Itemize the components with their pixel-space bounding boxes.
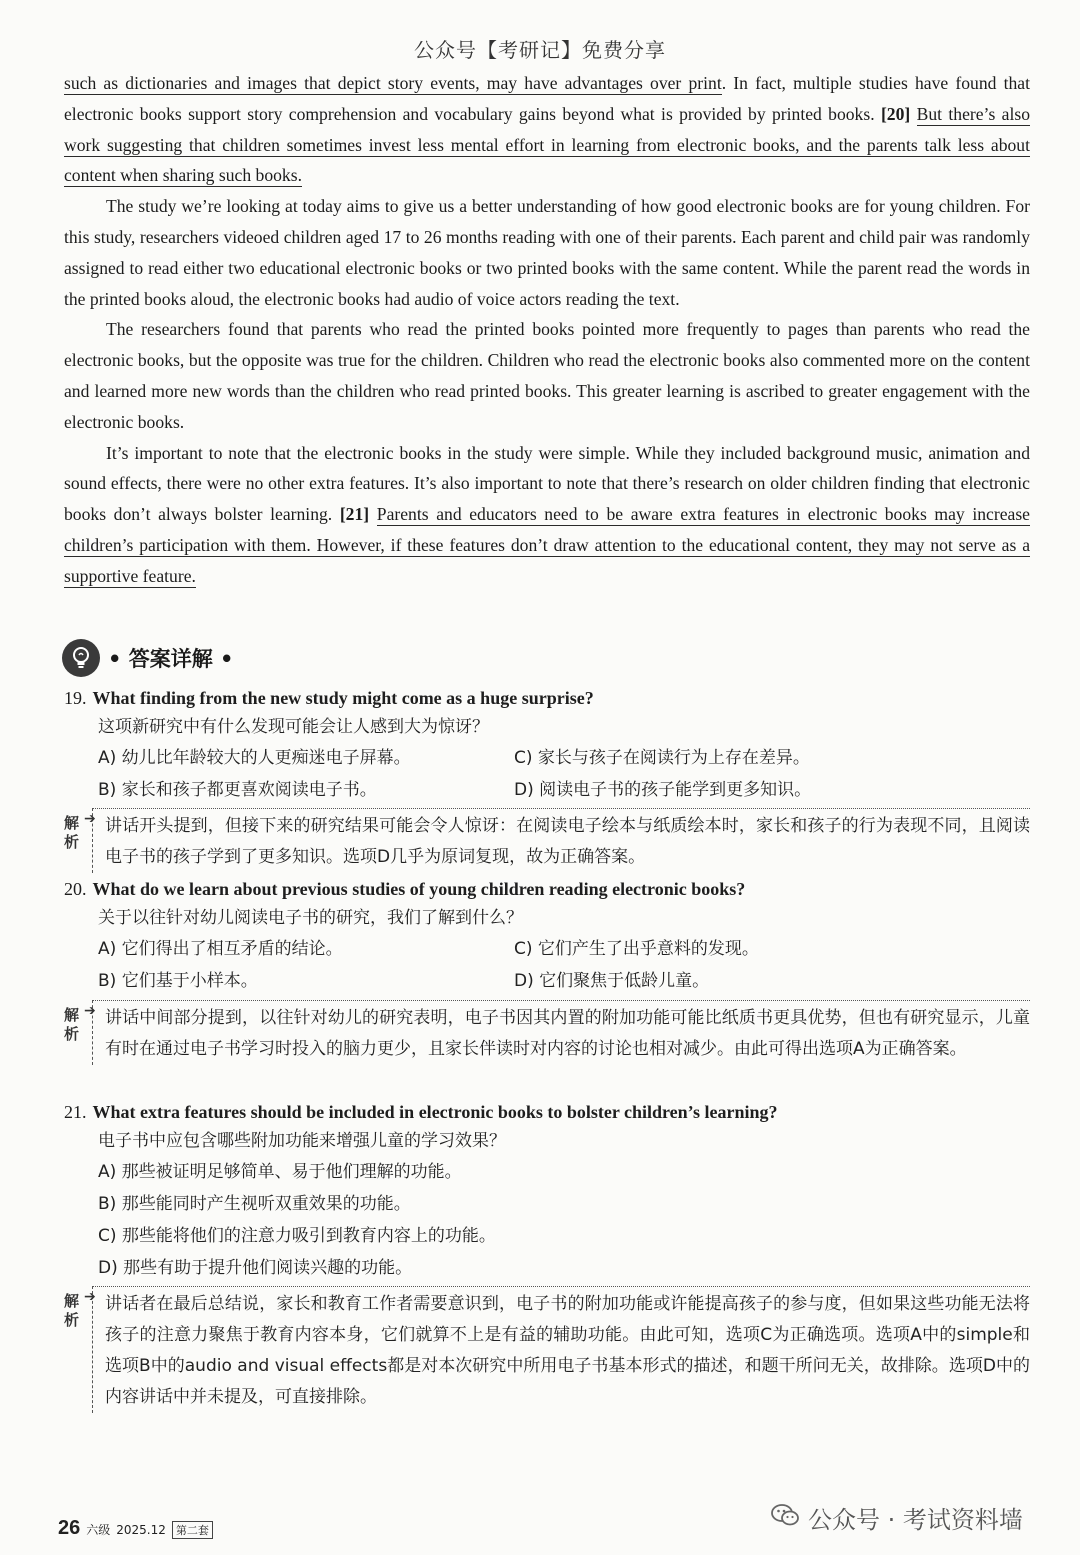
explanation-text: 讲话中间部分提到，以往针对幼儿的研究表明，电子书因其内置的附加功能可能比纸质书更具优势，但也有研究显示，儿童有时在通过电子书学习时投入的脑力更少，且家长伴读时对内容的讨论也相对减少。由此可得出选项A为正确答案。 — [92, 1000, 1030, 1065]
question-translation: 电子书中应包含哪些附加功能来增强儿童的学习效果？ — [98, 1131, 506, 1151]
explanation-text: 讲话者在最后总结说，家长和教育工作者需要意识到，电子书的附加功能或许能提高孩子的参与度，但如果这些功能无法将孩子的注意力聚焦于教育内容本身，它们就算不上是有益的辅助功能。由此可知，选项C为正确选项。选项A中的simple和选项B中的audio and visual effects都是对本次研究中所用电子书基本形式的描述，和题干所问无关，故排除。选项D中的内容讲话中并未提及，可直接排除。 — [92, 1286, 1030, 1413]
exam-date: 2025.12 — [116, 1523, 166, 1537]
option-d: D) 那些有助于提升他们阅读兴趣的功能。 — [98, 1258, 413, 1278]
page-footer — [58, 1517, 213, 1540]
explanation-21 — [64, 1286, 1030, 1413]
lightbulb-icon — [62, 639, 100, 677]
answer-section-header — [62, 638, 233, 678]
arrow-icon: ➔ — [84, 811, 96, 827]
option-c: C) 那些能将他们的注意力吸引到教育内容上的功能。 — [98, 1226, 496, 1246]
underlined-sentence: But there’s also work suggesting that children sometimes invest less mental effort in learning from electronic books, and the parents talk less about content when sharing such books. — [64, 103, 1030, 186]
page-header: 公众号【考研记】免费分享 — [414, 38, 666, 62]
option-b: B) 它们基于小样本。 — [98, 971, 258, 991]
question-19: 19. What finding from the new study might come as a huge surprise? 这项新研究中有什么发现可能会让人感到大为惊讶？ A) 幼儿比年龄较大的人更痴迷电子屏幕。 C) 家长与孩子在阅读行为上存在差异。 B) 家长和孩子都更喜欢阅读电子书。 D) 阅读电子书的孩子能学到更多知识。 — [64, 684, 1034, 806]
explanation-label: 解析 — [64, 1292, 80, 1329]
section-title: • 答案详解 • — [108, 647, 234, 671]
paragraph-4: It’s important to note that the electronic books in the study were simple. While they included background music, animation and sound effects, there were no other extra features. It’s also important to note that there’s research on older children finding that electronic books don’t always bolster learning. [21] Parents and educators need to be aware extra features in electronic books may increase children’s participation with them. However, if these features don’t draw attention to the educational content, they may not serve as a supportive feature. — [64, 442, 1030, 586]
paragraph-3: The researchers found that parents who read the printed books pointed more frequently to pages than parents who read the electronic books, but the opposite was true for the children. Children who read the electronic books also commented more on the content and learned more new words than the children who read printed books. This greater learning is ascribed to greater engagement with the electronic books. — [64, 319, 1030, 432]
option-a: A) 幼儿比年龄较大的人更痴迷电子屏幕。 — [98, 748, 411, 768]
reading-passage — [64, 68, 1030, 592]
paragraph-1: such as dictionaries and images that depict story events, may have advantages over print. In fact, multiple studies have found that electronic books support story comprehension and vocabulary gains beyond what is provided by printed books. [20] But there’s also work suggesting that children sometimes invest less mental effort in learning from electronic books, and the parents talk less about content when sharing such books. — [64, 73, 1031, 186]
question-20: 20. What do we learn about previous studies of young children reading electronic books? 关于以往针对幼儿阅读电子书的研究，我们了解到什么？ A) 它们得出了相互矛盾的结论。 C) 它们产生了出乎意料的发现。 B) 它们基于小样本。 D) 它们聚焦于低龄儿童。 — [64, 875, 1034, 997]
option-c: C) 家长与孩子在阅读行为上存在差异。 — [514, 748, 810, 768]
question-translation: 关于以往针对幼儿阅读电子书的研究，我们了解到什么？ — [98, 908, 523, 928]
arrow-icon: ➔ — [84, 1003, 96, 1019]
option-a: A) 那些被证明足够简单、易于他们理解的功能。 — [98, 1162, 462, 1182]
question-title: What do we learn about previous studies of young children reading electronic books? — [92, 879, 746, 899]
option-b: B) 家长和孩子都更喜欢阅读电子书。 — [98, 780, 377, 800]
exam-set: 第二套 — [172, 1521, 213, 1539]
explanation-text: 讲话开头提到，但接下来的研究结果可能会令人惊讶：在阅读电子绘本与纸质绘本时，家长和孩子的行为表现不同，且阅读电子书的孩子学到了更多知识。选项D几乎为原词复现，故为正确答案。 — [92, 808, 1030, 873]
explanation-label: 解析 — [64, 814, 80, 851]
option-d: D) 它们聚焦于低龄儿童。 — [514, 971, 710, 991]
question-21: 21. What extra features should be included in electronic books to bolster children’s learning? 电子书中应包含哪些附加功能来增强儿童的学习效果？ A) 那些被证明足够简单、易于他们理解的功能。 B) 那些能同时产生视听双重效果的功能。 C) 那些能将他们的注意力吸引到教育内容上的功能。 D) 那些有助于提升他们阅读兴趣的功能。 — [64, 1098, 1034, 1284]
exam-level: 六级 — [86, 1523, 111, 1537]
options — [98, 1156, 1034, 1284]
underlined-sentence: such as dictionaries and images that depict story events, may have advantages over print — [64, 73, 722, 93]
watermark — [770, 1500, 1023, 1535]
question-marker-20: [20] — [880, 103, 911, 124]
option-d: D) 阅读电子书的孩子能学到更多知识。 — [514, 780, 812, 800]
arrow-icon: ➔ — [84, 1289, 96, 1305]
option-a: A) 它们得出了相互矛盾的结论。 — [98, 939, 343, 959]
watermark-text: 公众号 · 考试资料墙 — [808, 1506, 1023, 1534]
explanation-label: 解析 — [64, 1006, 80, 1043]
wechat-icon — [770, 1502, 800, 1534]
options — [98, 933, 1034, 997]
option-c: C) 它们产生了出乎意料的发现。 — [514, 939, 759, 959]
question-marker-21: [21] — [339, 504, 370, 525]
underlined-sentence: Parents and educators need to be aware extra features in electronic books may increase children’s participation with them. However, if these features don’t draw attention to the educational content, they may not serve as a supportive feature. — [64, 504, 1030, 586]
question-title: What finding from the new study might come as a huge surprise? — [92, 688, 594, 708]
options — [98, 742, 1034, 806]
option-b: B) 那些能同时产生视听双重效果的功能。 — [98, 1194, 411, 1214]
page-number: 26 — [58, 1517, 81, 1539]
question-title: What extra features should be included in electronic books to bolster children’s learning? — [92, 1102, 778, 1122]
explanation-19 — [64, 808, 1030, 873]
question-translation: 这项新研究中有什么发现可能会让人感到大为惊讶？ — [98, 717, 489, 737]
paragraph-2: The study we’re looking at today aims to give us a better understanding of how good electronic books are for young children. For this study, researchers videoed children aged 17 to 26 months reading with one of their parents. Each parent and child pair was randomly assigned to read either two educational electronic books or two printed books with the same content. While the parent read the words in the printed books aloud, the electronic books had audio of voice actors reading the text. — [64, 196, 1030, 309]
explanation-20 — [64, 1000, 1030, 1065]
